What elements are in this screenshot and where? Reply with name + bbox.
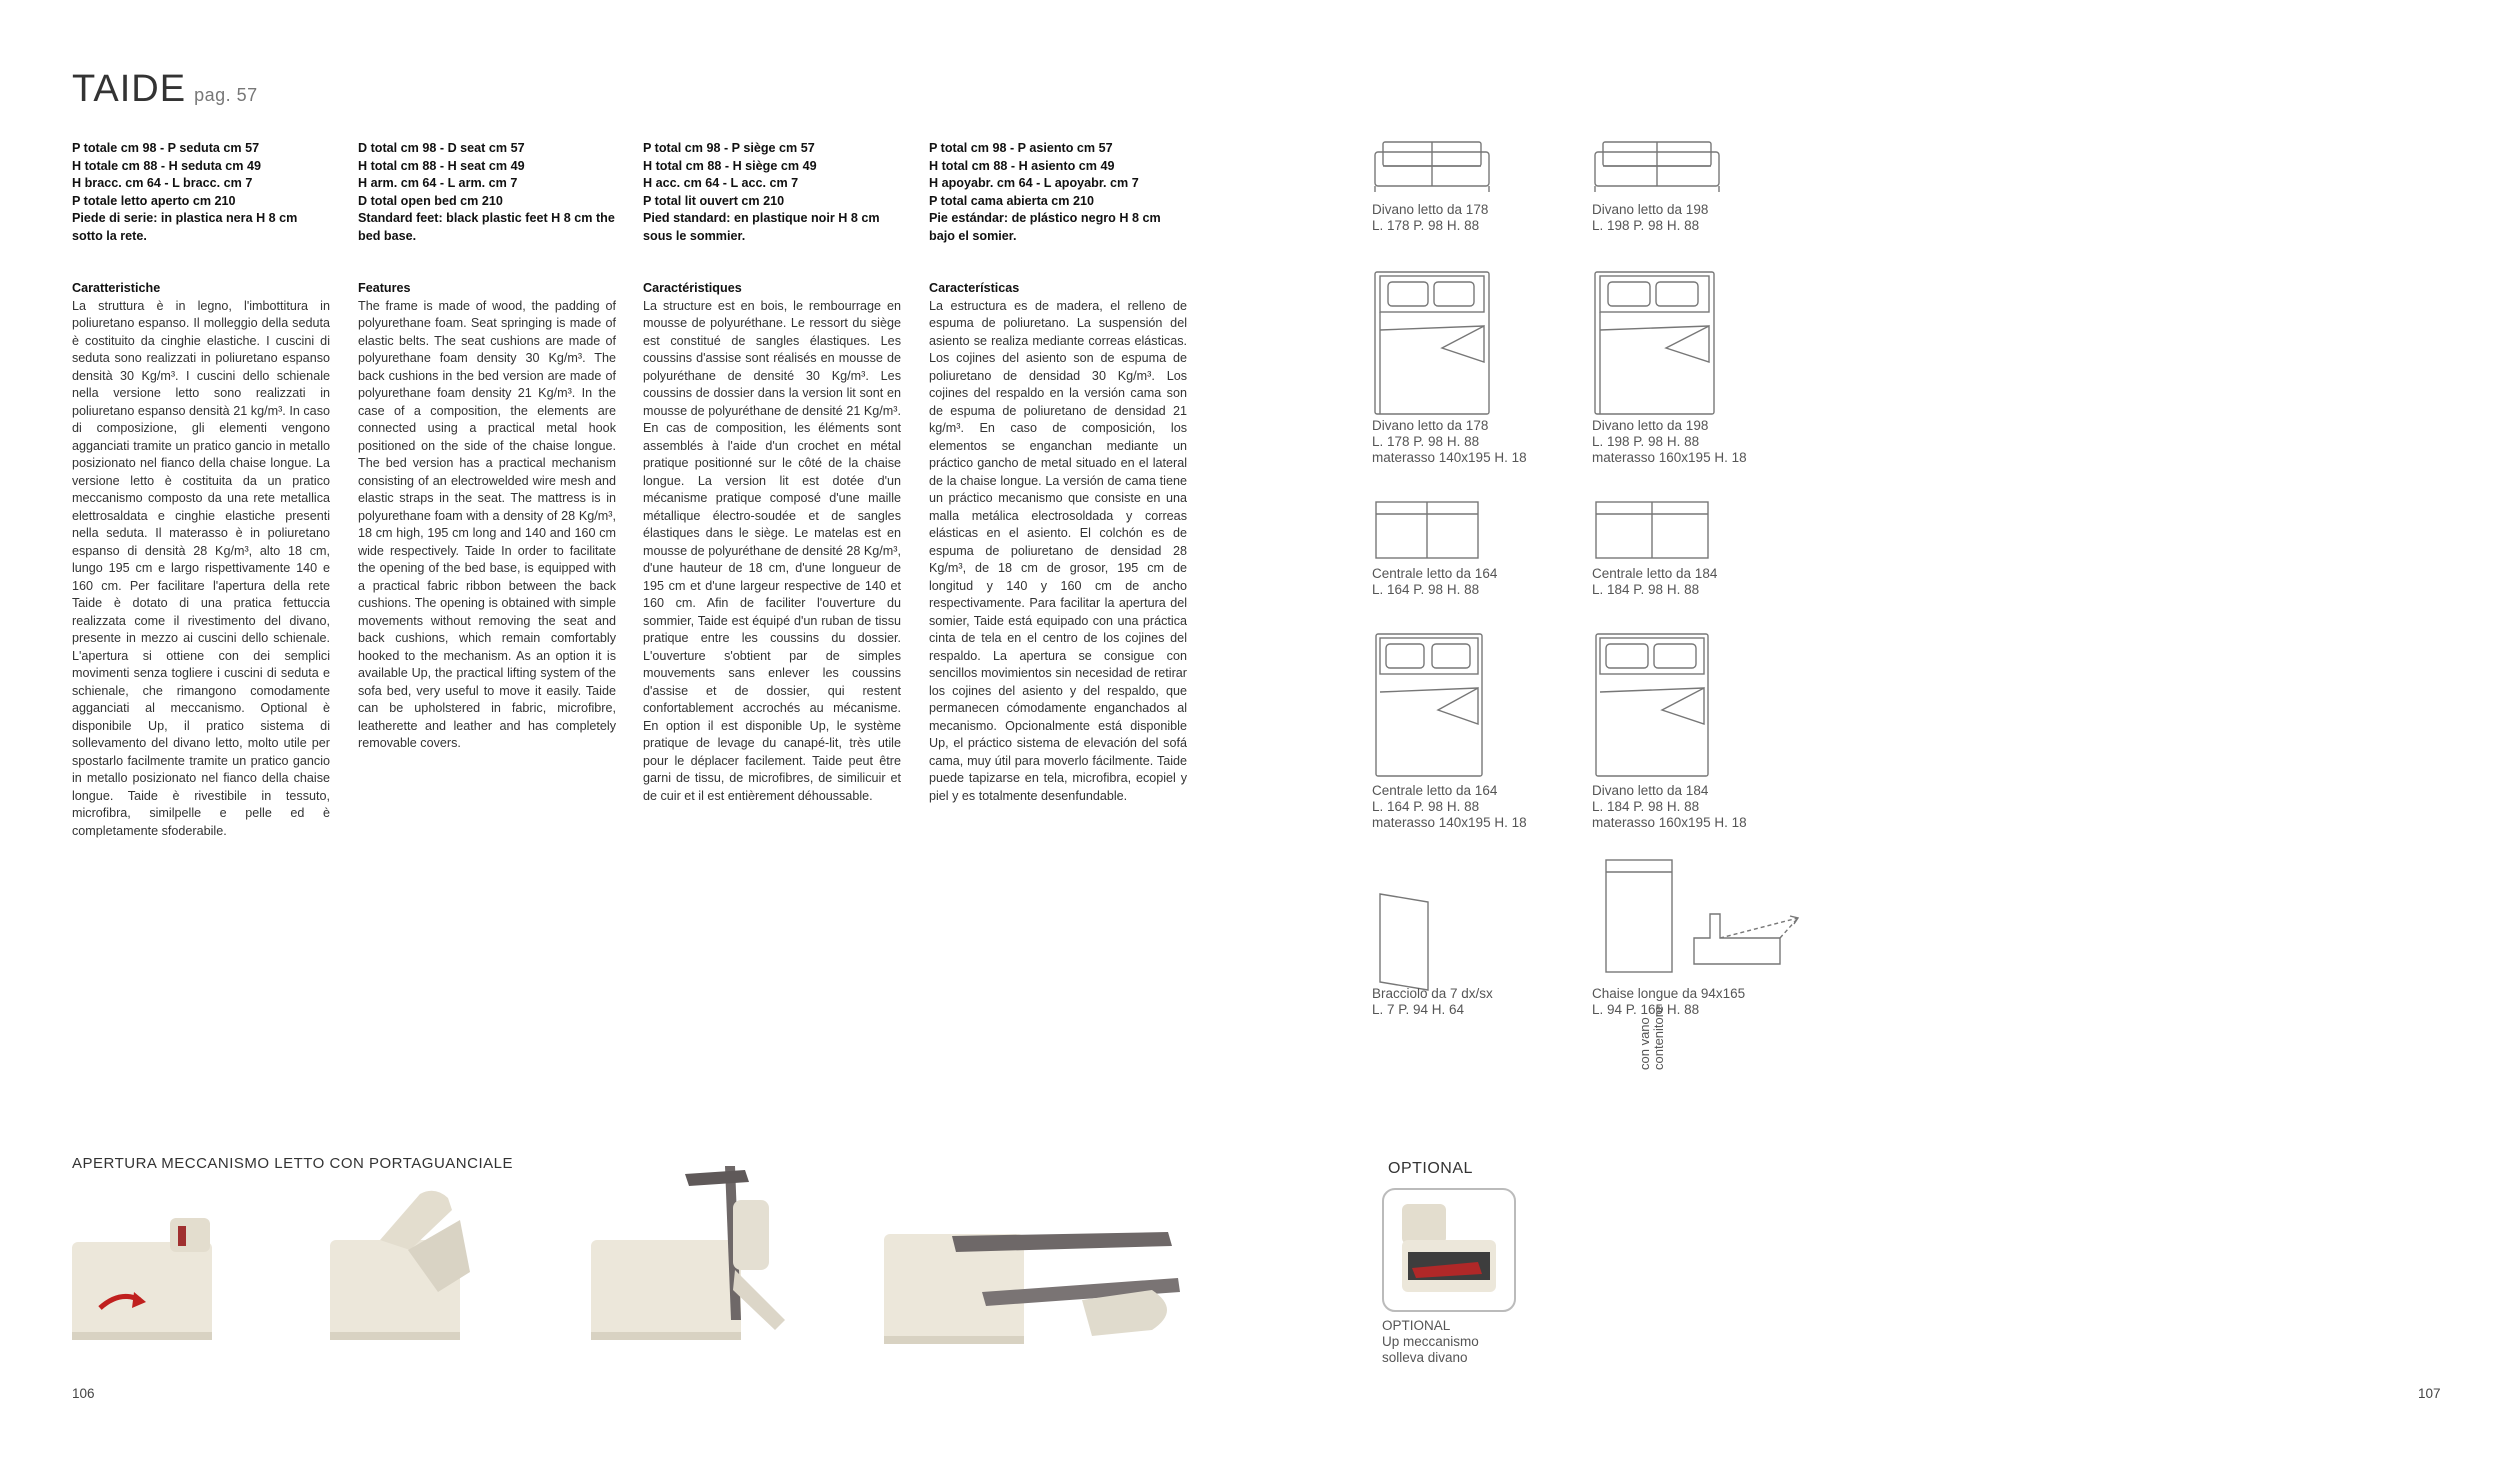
- dimension-line: H total cm 88 - H seat cm 49: [358, 158, 525, 173]
- dimensions-block: [929, 140, 1187, 245]
- dimensions-block: [643, 140, 901, 245]
- column-english: [358, 140, 616, 753]
- dimension-line: Piede di serie: in plastica nera H 8 cm sotto la rete.: [72, 211, 298, 243]
- dimension-line: P totale letto aperto cm 210: [72, 193, 236, 208]
- features-body: The frame is made of wood, the padding of polyurethane foam. Seat springing is made of elastic belts. The seat cushions are made of polyurethane foam density 30 Kg/m³. The back cushions in the bed version are made of polyurethane foam density 21 Kg/m³. In the case of a composition, the elements are connected using a practical metal hook positioned on the side of the chaise longue. The bed version has a practical mechanism consisting of an electrowelded wire mesh and elastic straps in the seat. The mattress is in polyurethane foam with a density of 28 Kg/m³, 18 cm high, 195 cm long and 140 and 160 cm wide respectively. Taide In order to facilitate the opening of the bed base, is equipped with a practical fabric ribbon between the back cushions. The opening is obtained with simple movements without removing the seat and back cushions, which remain comfortably hooked to the mechanism. As an option it is available Up, the practical lifting system of the sofa bed, very useful to move it easily. Taide can be upholstered in fabric, microfibre, leatherette and leather and has completely removable covers.: [358, 298, 616, 750]
- drawing-caption: Centrale letto da 164 L. 164 P. 98 H. 88 materasso 140x195 H. 18: [1372, 783, 1527, 830]
- optional-title: OPTIONAL: [1388, 1160, 1473, 1177]
- central-front-184-drawing: [1594, 500, 1710, 562]
- mechanism-step-4-image: [882, 1230, 1200, 1348]
- drawing-caption: Centrale letto da 164 L. 164 P. 98 H. 88: [1372, 566, 1498, 597]
- drawing-caption: Divano letto da 178 L. 178 P. 98 H. 88: [1372, 202, 1489, 233]
- dimension-line: H acc. cm 64 - L acc. cm 7: [643, 176, 799, 190]
- dimension-line: D total open bed cm 210: [358, 193, 503, 208]
- sofa-front-178-drawing: [1372, 138, 1492, 194]
- dimension-line: H apoyabr. cm 64 - L apoyabr. cm 7: [929, 176, 1139, 190]
- drawing-caption: Divano letto da 184 L. 184 P. 98 H. 88 materasso 160x195 H. 18: [1592, 783, 1747, 830]
- features-heading: Caractéristiques: [643, 281, 742, 295]
- column-spanish: [929, 140, 1187, 805]
- product-name: TAIDE: [72, 68, 187, 110]
- dimension-line: Pied standard: en plastique noir H 8 cm sous le sommier.: [643, 211, 880, 243]
- chaise-storage-label: con vano contenitore: [1637, 1005, 1666, 1070]
- features-heading: Características: [929, 281, 1020, 295]
- bed-open-178-drawing: [1372, 270, 1492, 416]
- drawing-caption: Centrale letto da 184 L. 184 P. 98 H. 88: [1592, 566, 1718, 597]
- dimension-line: P total cama abierta cm 210: [929, 193, 1094, 208]
- bed-open-198-drawing: [1592, 270, 1717, 416]
- features-body: La structure est en bois, le rembourrage en mousse de polyuréthane. Le ressort du siège est constitué de sangles élastiques. Les coussins d'assise sont réalisés en mousse de polyuréthane de densité 30 Kg/m³. Les coussins de dossier dans la version lit sont en mousse de polyuréthane de densité 21 Kg/m³. En cas de composition, les éléments sont assemblés à l'aide d'un crochet en métal pratique positionné sur le côté de la chaise longue. La version lit est dotée d'un mécanisme pratique composé d'une maille métallique électro-soudée et de sangles élastiques dans le siège. Le matelas est en mousse de polyuréthane de densité 28 Kg/m³, d'une hauteur de 18 cm, d'une longueur de 195 cm et d'une largeur respective de 140 et 160 cm. Afin de faciliter l'ouverture du sommier, Taide est équipé d'un ruban de tissu pratique entre les coussins du dossier. L'ouverture s'obtient par de simples mouvements sans enlever les coussins d'assise et de dossier, qui restent confortablement accrochés au mécanisme. En option il est disponible Up, le système pratique de levage du canapé-lit, très utile pour le déplacer facilement. Taide peut être garni de tissu, de microfibres, de similicuir et de cuir et il est entièrement déhoussable.: [643, 298, 901, 803]
- central-open-184-drawing: [1594, 632, 1710, 778]
- dimension-line: H bracc. cm 64 - L bracc. cm 7: [72, 176, 253, 190]
- dimension-line: H total cm 88 - H siège cm 49: [643, 158, 817, 173]
- central-open-164-drawing: [1374, 632, 1484, 778]
- features-heading: Features: [358, 281, 411, 295]
- dimension-line: P totale cm 98 - P seduta cm 57: [72, 141, 260, 155]
- column-french: [643, 140, 901, 805]
- optional-caption: OPTIONAL Up meccanismo solleva divano: [1382, 1318, 1479, 1365]
- drawing-caption: Divano letto da 178 L. 178 P. 98 H. 88 materasso 140x195 H. 18: [1372, 418, 1527, 465]
- dimensions-block: [358, 140, 616, 245]
- drawing-caption: Divano letto da 198 L. 198 P. 98 H. 88 materasso 160x195 H. 18: [1592, 418, 1747, 465]
- dimension-line: Standard feet: black plastic feet H 8 cm the bed base.: [358, 211, 615, 243]
- dimension-line: D total cm 98 - D seat cm 57: [358, 141, 525, 155]
- mechanism-step-3-image: [585, 1160, 795, 1350]
- dimension-line: H arm. cm 64 - L arm. cm 7: [358, 176, 518, 190]
- page-number-right: 107: [2418, 1386, 2441, 1401]
- drawing-caption: Chaise longue da 94x165 L. 94 P. 165 H. 88: [1592, 986, 1746, 1017]
- mechanism-step-2-image: [320, 1180, 485, 1348]
- mechanism-step-1-image: [70, 1198, 215, 1348]
- drawing-caption: Bracciolo da 7 dx/sx L. 7 P. 94 H. 64: [1372, 986, 1493, 1017]
- dimensions-block: [72, 140, 330, 245]
- mechanism-section-title: APERTURA MECCANISMO LETTO CON PORTAGUANCIALE: [72, 1155, 513, 1172]
- features-body: La estructura es de madera, el relleno de espuma de poliuretano. La suspensión del asiento se realiza mediante correas elásticas. Los cojines del asiento son de espuma de poliuretano de densidad 30 Kg/m³. Los cojines del respaldo en la versión cama son de espuma de poliuretano de densidad 21 kg/m³. En caso de composición, los elementos se enganchan mediante un práctico gancho de metal situado en el lateral de la chaise longue. La versión de cama tiene un práctico mecanismo que consiste en una malla metálica electrosoldada y correas elásticas en el asiento. El colchón es de espuma de poliuretano de densidad 28 Kg/m³, de 18 cm de grosor, 195 cm de longitud y 140 y 160 cm de ancho respectivamente. Para facilitar la apertura del somier, Taide está equipado con una práctica cinta de tela en el centro de los cojines del respaldo. La apertura se consigue con sencillos movimientos sin necesidad de retirar los cojines del asiento y del respaldo, que permanecen cómodamente enganchados al mecanismo. Opcionalmente está disponible Up, el práctico sistema de elevación del sofá cama, muy útil para moverlo fácilmente. Taide puede tapizarse en tela, microfibra, ecopiel y piel y es totalmente desenfundable.: [929, 298, 1187, 803]
- chaise-vertical-label: [1637, 970, 1666, 1070]
- column-italian: [72, 140, 330, 840]
- page-number-left: 106: [72, 1386, 95, 1401]
- chaise-longue-side-drawing: [1690, 908, 1802, 968]
- page-reference: pag. 57: [194, 85, 258, 105]
- features-heading: Caratteristiche: [72, 281, 161, 295]
- dimension-line: Pie estándar: de plástico negro H 8 cm bajo el somier.: [929, 211, 1161, 243]
- drawing-caption: Divano letto da 198 L. 198 P. 98 H. 88: [1592, 202, 1709, 233]
- page-title: [72, 68, 258, 111]
- central-front-164-drawing: [1374, 500, 1480, 562]
- dimension-line: H total cm 88 - H asiento cm 49: [929, 158, 1115, 173]
- dimension-line: H totale cm 88 - H seduta cm 49: [72, 158, 261, 173]
- optional-up-image: [1382, 1188, 1516, 1312]
- dimension-line: P total lit ouvert cm 210: [643, 193, 785, 208]
- dimension-line: P total cm 98 - P asiento cm 57: [929, 141, 1113, 155]
- features-body: La struttura è in legno, l'imbottitura in poliuretano espanso. Il molleggio della seduta è costituito da cinghie elastiche. I cuscini di seduta sono realizzati in poliuretano espanso densità 30 Kg/m³. I cuscini dello schienale nella versione letto sono realizzati in poliuretano espanso densità 21 kg/m³. In caso di composizione, gli elementi vengono agganciati tramite un pratico gancio in metallo posizionato nel fianco della chaise longue. La versione letto è costituita da un pratico meccanismo composto da una rete metallica elettrosaldata e cinghie elastiche presenti nella seduta. Il materasso è in poliuretano espanso di densità 28 Kg/m³, alto 18 cm, lungo 195 cm e largo rispettivamente 140 e 160 cm. Per facilitare l'apertura della rete Taide è dotato di una pratica fettuccia realizzata come il rivestimento del divano, presente in mezzo ai cuscini dello schienale. L'apertura si ottiene con dei semplici movimenti senza togliere i cuscini di seduta e schienale, che rimangono comodamente agganciati al meccanismo. Optional è disponibile Up, il pratico sistema di sollevamento del divano letto, molto utile per spostarlo facilmente tramite un pratico gancio in metallo posizionato nel fianco della chaise longue. Taide è rivestibile in tessuto, microfibra, similpelle e pelle ed è completamente sfoderabile.: [72, 298, 330, 838]
- sofa-front-198-drawing: [1592, 138, 1722, 194]
- chaise-longue-top-drawing: [1604, 858, 1676, 974]
- armrest-drawing: [1376, 890, 1432, 994]
- dimension-line: P total cm 98 - P siège cm 57: [643, 141, 815, 155]
